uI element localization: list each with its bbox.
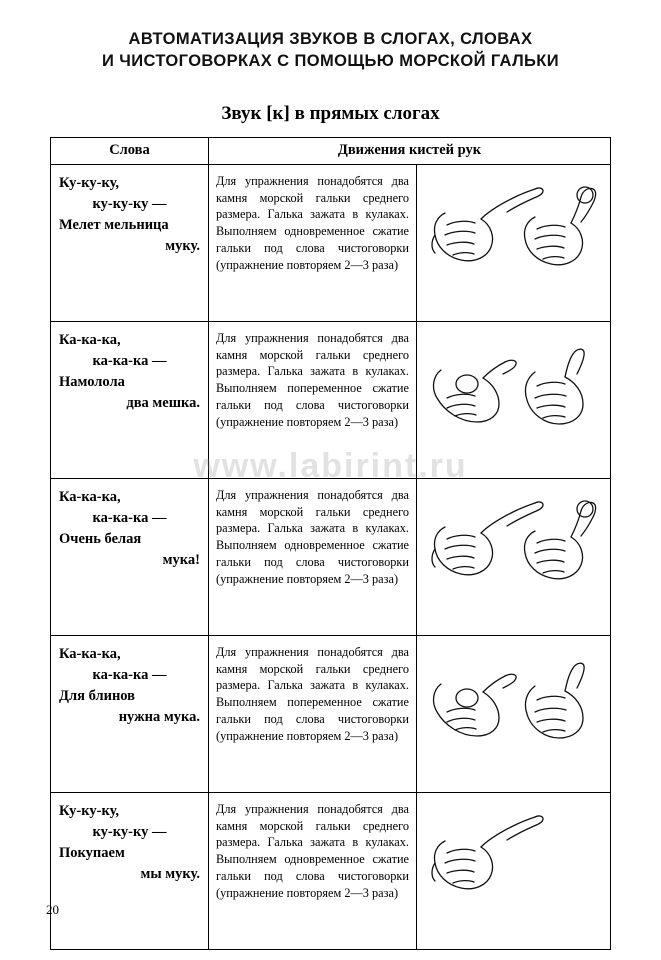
row-illustration [416, 164, 610, 321]
header-line-2: И ЧИСТОГОВОРКАХ С ПОМОЩЬЮ МОРСКОЙ ГАЛЬКИ [101, 52, 560, 71]
words-line-4: два мешка. [126, 394, 200, 411]
words-line-1: Ка-ка-ка, [58, 331, 121, 348]
table-header-row [50, 137, 610, 164]
hand-single-fist-pointing-icon [417, 793, 611, 933]
hands-two-fists-pointing-icon [417, 165, 611, 305]
words-line-2: ка-ка-ка — [92, 509, 167, 526]
words-line-1: Ку-ку-ку, [58, 802, 120, 819]
words-line-1: Ку-ку-ку, [58, 174, 120, 191]
words-line-4: мука! [162, 551, 200, 568]
table-row [50, 792, 610, 949]
row-description: Для упражнения понадобятся два камня морской гальки среднего размера. Галька зажата в кулаках. Выполняем одновременное сжатие гальки под слова чистоговорки (упражнение повторяем 2—3 раза) [208, 478, 416, 635]
words-line-3: Очень белая [58, 530, 142, 547]
row-words [50, 792, 208, 949]
column-header-words: Слова [50, 137, 208, 164]
row-description: Для упражнения понадобятся два камня морской гальки среднего размера. Галька зажата в кулаках. Выполняем попеременное сжатие гальки под слова чистоговорки (упражнение повторяем 2—3 раза) [208, 321, 416, 478]
page-number: 20 [46, 902, 59, 917]
row-illustration [416, 635, 610, 792]
words-line-3: Намолола [58, 373, 125, 390]
words-line-4: муку. [165, 237, 200, 254]
hands-open-palm-with-pebble-and-fist-icon [417, 636, 611, 776]
row-description: Для упражнения понадобятся два камня морской гальки среднего размера. Галька зажата в кулаках. Выполняем одновременное сжатие гальки под слова чистоговорки (упражнение повторяем 2—3 раза) [208, 792, 416, 949]
row-words [50, 164, 208, 321]
table-row [50, 635, 610, 792]
section-subtitle: Звук [к] в прямых слогах [221, 102, 440, 124]
words-line-3: Покупаем [58, 844, 125, 861]
words-line-3: Для блинов [58, 687, 136, 704]
row-illustration [416, 792, 610, 949]
row-description: Для упражнения понадобятся два камня морской гальки среднего размера. Галька зажата в кулаках. Выполняем одновременное сжатие гальки под слова чистоговорки (упражнение повторяем 2—3 раза) [208, 164, 416, 321]
words-line-1: Ка-ка-ка, [58, 488, 121, 505]
row-description: Для упражнения понадобятся два камня морской гальки среднего размера. Галька зажата в кулаках. Выполняем попеременное сжатие гальки под слова чистоговорки (упражнение повторяем 2—3 раза) [208, 635, 416, 792]
words-line-3: Мелет мельница [58, 216, 169, 233]
words-line-4: нужна мука. [118, 708, 200, 725]
hands-open-palm-with-pebble-and-fist-icon [417, 322, 611, 462]
words-line-2: ку-ку-ку — [92, 823, 167, 840]
words-line-4: мы муку. [140, 865, 200, 882]
row-words [50, 478, 208, 635]
row-words [50, 321, 208, 478]
row-illustration [416, 321, 610, 478]
watermark: www.labirint.ru [193, 447, 468, 485]
header-line-1: АВТОМАТИЗАЦИЯ ЗВУКОВ В СЛОГАХ, СЛОВАХ [128, 30, 533, 48]
table-row [50, 321, 610, 478]
column-header-movements: Движения кистей рук [208, 137, 610, 164]
words-line-1: Ка-ка-ка, [58, 645, 121, 662]
words-line-2: ка-ка-ка — [92, 666, 167, 683]
page-header [0, 0, 661, 73]
table-row [50, 478, 610, 635]
words-line-2: ка-ка-ка — [92, 352, 167, 369]
row-illustration [416, 478, 610, 635]
hands-two-fists-pointing-icon [417, 479, 611, 619]
table-row [50, 164, 610, 321]
row-words [50, 635, 208, 792]
words-line-2: ку-ку-ку — [92, 195, 167, 212]
exercises-table [50, 137, 611, 950]
